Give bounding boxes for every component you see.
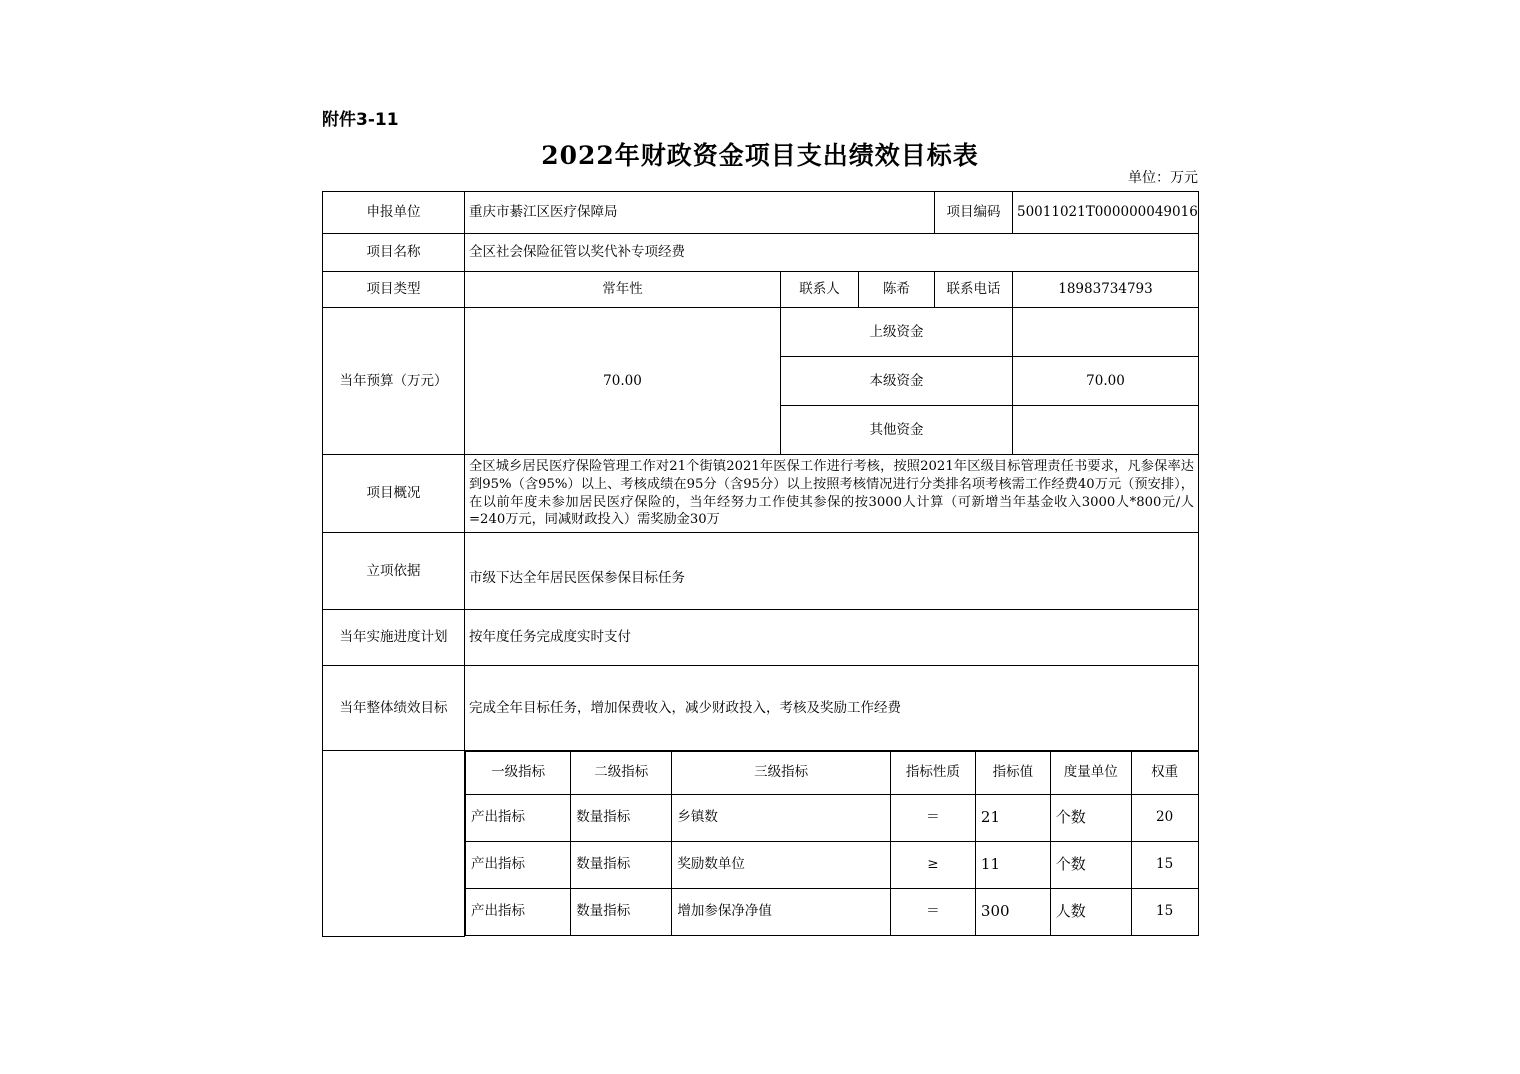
indicator-nature: ＝ [890,889,975,936]
indicator-level1: 产出指标 [466,889,571,936]
local-funds-label: 本级资金 [781,357,1013,406]
indicator-level3: 奖励数单位 [672,842,891,889]
indicator-nature: ＝ [890,795,975,842]
budget-total-value: 70.00 [465,308,781,455]
overall-goal-label: 当年整体绩效目标 [323,666,465,751]
table-row-schedule [323,610,1199,666]
indicator-nature: ≥ [890,842,975,889]
indicator-unit: 个数 [1050,795,1131,842]
table-row [466,795,1199,842]
indicators-col-level2: 二级指标 [571,752,672,795]
indicators-header-row [466,752,1199,795]
table-row-applicant [323,192,1199,234]
table-row-basis [323,533,1199,610]
project-type-label: 项目类型 [323,272,465,308]
indicator-value: 11 [975,842,1050,889]
applicant-unit-value: 重庆市綦江区医疗保障局 [465,192,935,234]
table-row [466,842,1199,889]
schedule-label: 当年实施进度计划 [323,610,465,666]
indicators-col-unit: 度量单位 [1050,752,1131,795]
indicators-col-nature: 指标性质 [890,752,975,795]
table-row-overview [323,455,1199,533]
contact-label: 联系人 [781,272,859,308]
indicator-weight: 20 [1131,795,1198,842]
budget-label: 当年预算（万元） [323,308,465,455]
overview-value: 全区城乡居民医疗保险管理工作对21个街镇2021年医保工作进行考核，按照2021年区级目标管理责任书要求，凡参保率达到95%（含95%）以上、考核成绩在95分（含95分）以上按照考核情况进行分类排名项考核需工作经费40万元（预安排），在以前年度未参加居民医疗保险的，当年经努力工作使其参保的按3000人计算（可新增当年基金收入3000人*800元/人=240万元，同减财政投入）需奖励金30万 [465,455,1199,533]
indicators-container [465,751,1199,937]
overall-goal-value: 完成全年目标任务，增加保费收入，减少财政投入，考核及奖励工作经费 [465,666,1199,751]
indicator-weight: 15 [1131,842,1198,889]
indicators-col-level3: 三级指标 [672,752,891,795]
indicators-table [465,751,1199,936]
unit-note: 单位：万元 [1128,170,1198,186]
attachment-number: 附件3-11 [322,110,399,130]
applicant-unit-label: 申报单位 [323,192,465,234]
indicators-col-weight: 权重 [1131,752,1198,795]
basis-label: 立项依据 [323,533,465,610]
table-row-overall-goal [323,666,1199,751]
indicator-level2: 数量指标 [571,842,672,889]
local-funds-value: 70.00 [1013,357,1199,406]
basis-value: 市级下达全年居民医保参保目标任务 [465,533,1199,610]
table-row-project-type [323,272,1199,308]
table-row-indicators [323,751,1199,937]
indicators-col-level1: 一级指标 [466,752,571,795]
schedule-value: 按年度任务完成度实时支付 [465,610,1199,666]
indicator-value: 21 [975,795,1050,842]
project-name-value: 全区社会保险征管以奖代补专项经费 [465,234,1199,272]
project-code-value: 50011021T000000049016 [1013,192,1199,234]
other-funds-value [1013,406,1199,455]
overview-label: 项目概况 [323,455,465,533]
project-name-label: 项目名称 [323,234,465,272]
indicator-level1: 产出指标 [466,795,571,842]
performance-target-table [322,191,1199,937]
indicators-blank-label [323,751,465,937]
indicator-level2: 数量指标 [571,889,672,936]
table-row-project-name [323,234,1199,272]
indicator-unit: 个数 [1050,842,1131,889]
page-title: 2022年财政资金项目支出绩效目标表 [541,141,979,170]
phone-value: 18983734793 [1013,272,1199,308]
indicator-level2: 数量指标 [571,795,672,842]
indicator-level1: 产出指标 [466,842,571,889]
indicator-unit: 人数 [1050,889,1131,936]
indicator-level3: 增加参保净净值 [672,889,891,936]
table-row-budget-superior [323,308,1199,357]
table-row [466,889,1199,936]
indicator-weight: 15 [1131,889,1198,936]
indicator-level3: 乡镇数 [672,795,891,842]
phone-label: 联系电话 [935,272,1013,308]
other-funds-label: 其他资金 [781,406,1013,455]
indicators-col-value: 指标值 [975,752,1050,795]
superior-funds-value [1013,308,1199,357]
contact-value: 陈希 [859,272,935,308]
superior-funds-label: 上级资金 [781,308,1013,357]
project-type-value: 常年性 [465,272,781,308]
project-code-label: 项目编码 [935,192,1013,234]
indicator-value: 300 [975,889,1050,936]
